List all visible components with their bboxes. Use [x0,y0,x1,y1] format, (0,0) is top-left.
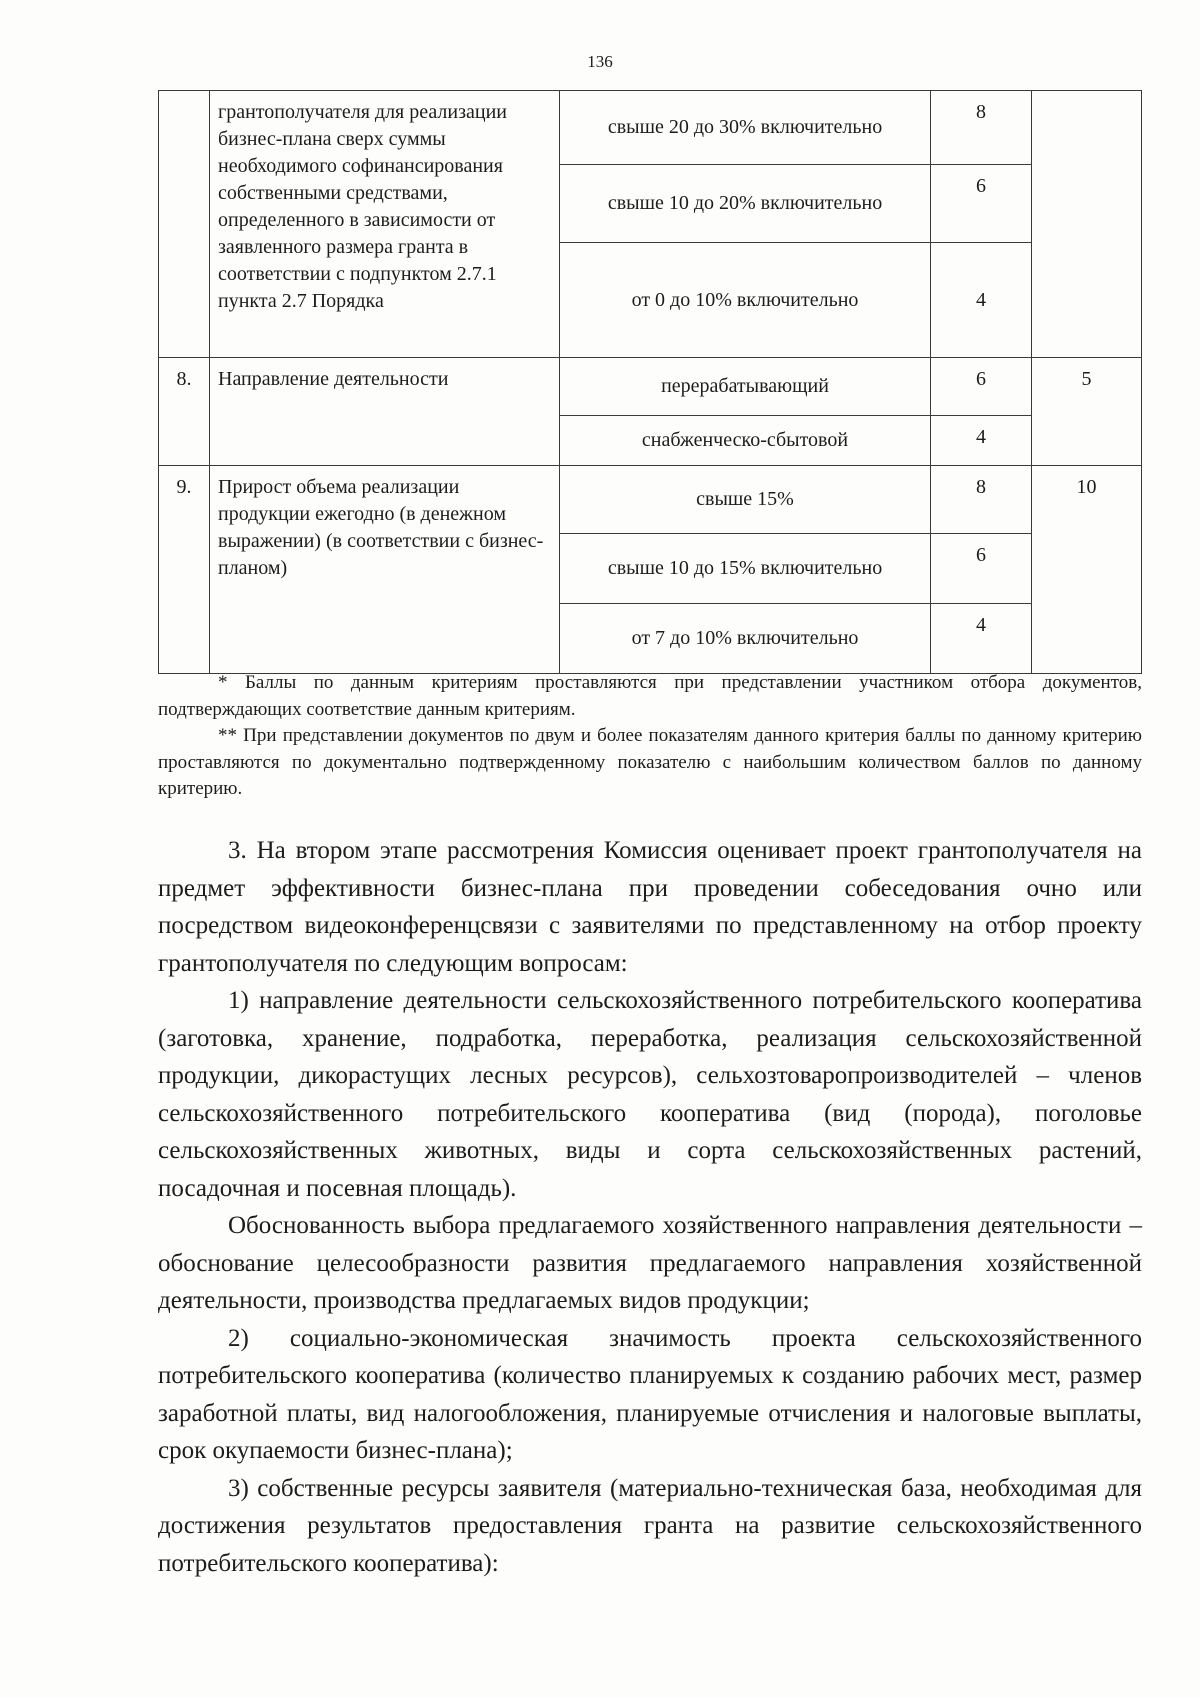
condition-cell: снабженческо-сбытовой [560,416,931,466]
table-row [159,91,1142,165]
condition-cell: свыше 10 до 15% включительно [560,534,931,604]
paragraph: Обоснованность выбора предлагаемого хозяйственного направления деятельности – обоснование целесообразности развития предлагаемого направления хозяйственной деятельности, производства предлагаемых видов продукции; [158,1212,1142,1314]
points-cell: 4 [931,604,1032,674]
paragraph: 3. На втором этапе рассмотрения Комиссия оценивает проект грантополучателя на предмет эффективности бизнес-плана при проведении собеседования очно или посредством видеоконференцсвязи с заявителями по представленному на отбор проекту грантополучателя по следующим вопросам: [158,837,1142,977]
weight-cell: 5 [1032,358,1142,466]
condition-cell: от 7 до 10% включительно [560,604,931,674]
criterion-name: Прирост объема реализации продукции ежегодно (в денежном выражении) (в соответствии с бизнес-планом) [210,466,560,674]
row-number [159,91,210,358]
criteria-table [158,90,1142,674]
points-cell: 6 [931,534,1032,604]
points-cell: 6 [931,165,1032,243]
paragraph: 2) социально-экономическая значимость проекта сельскохозяйственного потребительского кооператива (количество планируемых к созданию рабочих мест, размер заработной платы, вид налогообложения, планируемые отчисления и налоговые выплаты, срок окупаемости бизнес-плана); [158,1324,1142,1464]
body-text [158,832,1142,1582]
points-cell: 4 [931,416,1032,466]
weight-cell: 10 [1032,466,1142,674]
points-cell: 8 [931,466,1032,534]
condition-cell: от 0 до 10% включительно [560,243,931,358]
criterion-name: Направление деятельности [210,358,560,466]
condition-cell: свыше 10 до 20% включительно [560,165,931,243]
paragraph: 1) направление деятельности сельскохозяйственного потребительского кооператива (заготовка, хранение, подработка, переработка, реализация сельскохозяйственной продукции, дикорастущих лесных ресурсов), сельхозтоваропроизводителей – членов сельскохозяйственного потребительского кооператива (вид (порода), поголовье сельскохозяйственных животных, виды и сорта сельскохозяйственных растений, посадочная и посевная площадь). [158,987,1142,1202]
condition-cell: свыше 20 до 30% включительно [560,91,931,165]
table-row [159,358,1142,416]
points-cell: 6 [931,358,1032,416]
points-cell: 4 [931,243,1032,358]
table-row [159,466,1142,534]
row-number: 8. [159,358,210,466]
footnote: ** При представлении документов по двум и более показателям данного критерия баллы по данному критерию проставляются по документально подтвержденному показателю с наибольшим количеством баллов по данному критерию. [158,725,1142,799]
condition-cell: свыше 15% [560,466,931,534]
paragraph: 3) собственные ресурсы заявителя (материально-техническая база, необходимая для достижения результатов предоставления гранта на развитие сельскохозяйственного потребительского кооператива): [158,1474,1142,1577]
weight-cell [1032,91,1142,358]
footnote: * Баллы по данным критериям проставляются при представлении участником отбора документов, подтверждающих соответствие данным критериям. [158,672,1142,720]
row-number: 9. [159,466,210,674]
condition-cell: перерабатывающий [560,358,931,416]
footnotes [158,670,1142,803]
page-number: 136 [587,52,613,71]
points-cell: 8 [931,91,1032,165]
criterion-name: грантополучателя для реализации бизнес-плана сверх суммы необходимого софинансирования собственными средствами, определенного в зависимости от заявленного размера гранта в соответствии с подпунктом 2.7.1 пункта 2.7 Порядка [210,91,560,358]
